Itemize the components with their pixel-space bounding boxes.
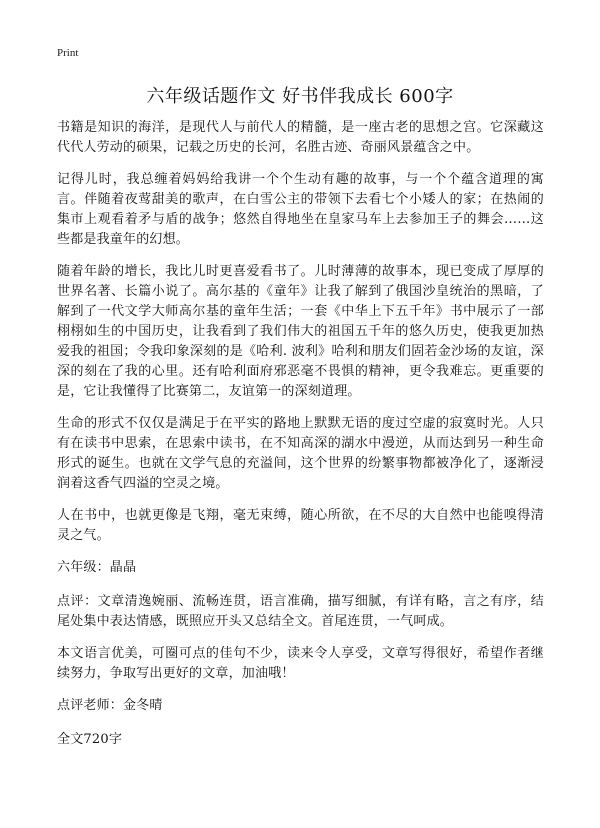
paragraph: 记得儿时，我总缠着妈妈给我讲一个个生动有趣的故事，与一个个蕴含道理的寓言。伴随着夜莺甜美的歌声，在白雪公主的带领下去看七个小矮人的家；在热闹的集市上观看着矛与盾的战争；悠然自得地坐在皇家马车上去参加王子的舞会……这些都是我童年的幻想。 bbox=[57, 172, 544, 247]
paragraph: 书籍是知识的海洋，是现代人与前代人的精髓，是一座古老的思想之宫。它深藏这代代人劳动的硕果，记载之历史的长河，名胜古迹、奇丽风景蕴含之中。 bbox=[57, 120, 544, 155]
teacher-line: 点评老师：金冬晴 bbox=[57, 698, 163, 713]
author-line: 六年级：晶晶 bbox=[57, 560, 137, 575]
article-body bbox=[57, 118, 544, 764]
comment-paragraph: 本文语言优美，可圈可点的佳句不少，读来令人享受，文章写得很好，希望作者继续努力，争取写出更好的文章，加油哦！ bbox=[57, 646, 544, 681]
paragraph: 人在书中，也就更像是飞翔，毫无束缚，随心所欲，在不尽的大自然中也能嗅得清灵之气。 bbox=[57, 508, 544, 543]
paragraph: 随着年龄的增长，我比儿时更喜爱看书了。儿时薄薄的故事本，现已变成了厚厚的世界名著、长篇小说了。高尔基的《童年》让我了解到了俄国沙皇统治的黑暗，了解到了一代文学大师高尔基的童年生活；一套《中华上下五千年》书中展示了一部栩栩如生的中国历史，让我看到了我们伟大的祖国五千年的悠久历史，使我更加热爱我的祖国；令我印象深刻的是《哈利. 波利》哈利和朋友们固若金沙场的友谊，深深的刻在了我的心里。还有哈利面府邪恶毫不畏惧的精神，更令我难忘。更重要的是，它让我懂得了比赛第二，友谊第一的深刻道理。 bbox=[57, 264, 544, 399]
print-link[interactable]: Print bbox=[57, 47, 79, 59]
word-count: 全文720字 bbox=[57, 732, 123, 747]
comment-paragraph: 点评：文章清逸婉丽、流畅连贯，语言准确，描写细腻，有详有略，言之有序，结尾处集中表达情感，既照应开头又总结全文。首尾连贯，一气呵成。 bbox=[57, 594, 544, 629]
article-title: 六年级话题作文 好书伴我成长 600字 bbox=[146, 86, 454, 107]
paragraph: 生命的形式不仅仅是满足于在平实的路地上默默无语的度过空虚的寂寞时光。人只有在读书中思索，在思索中读书，在不知高深的湖水中漫逆，从而达到另一种生命形式的诞生。也就在文学气息的充溢间，这个世界的纷繁事物都被净化了，逐渐浸润着这香气四溢的空灵之境。 bbox=[57, 416, 544, 491]
